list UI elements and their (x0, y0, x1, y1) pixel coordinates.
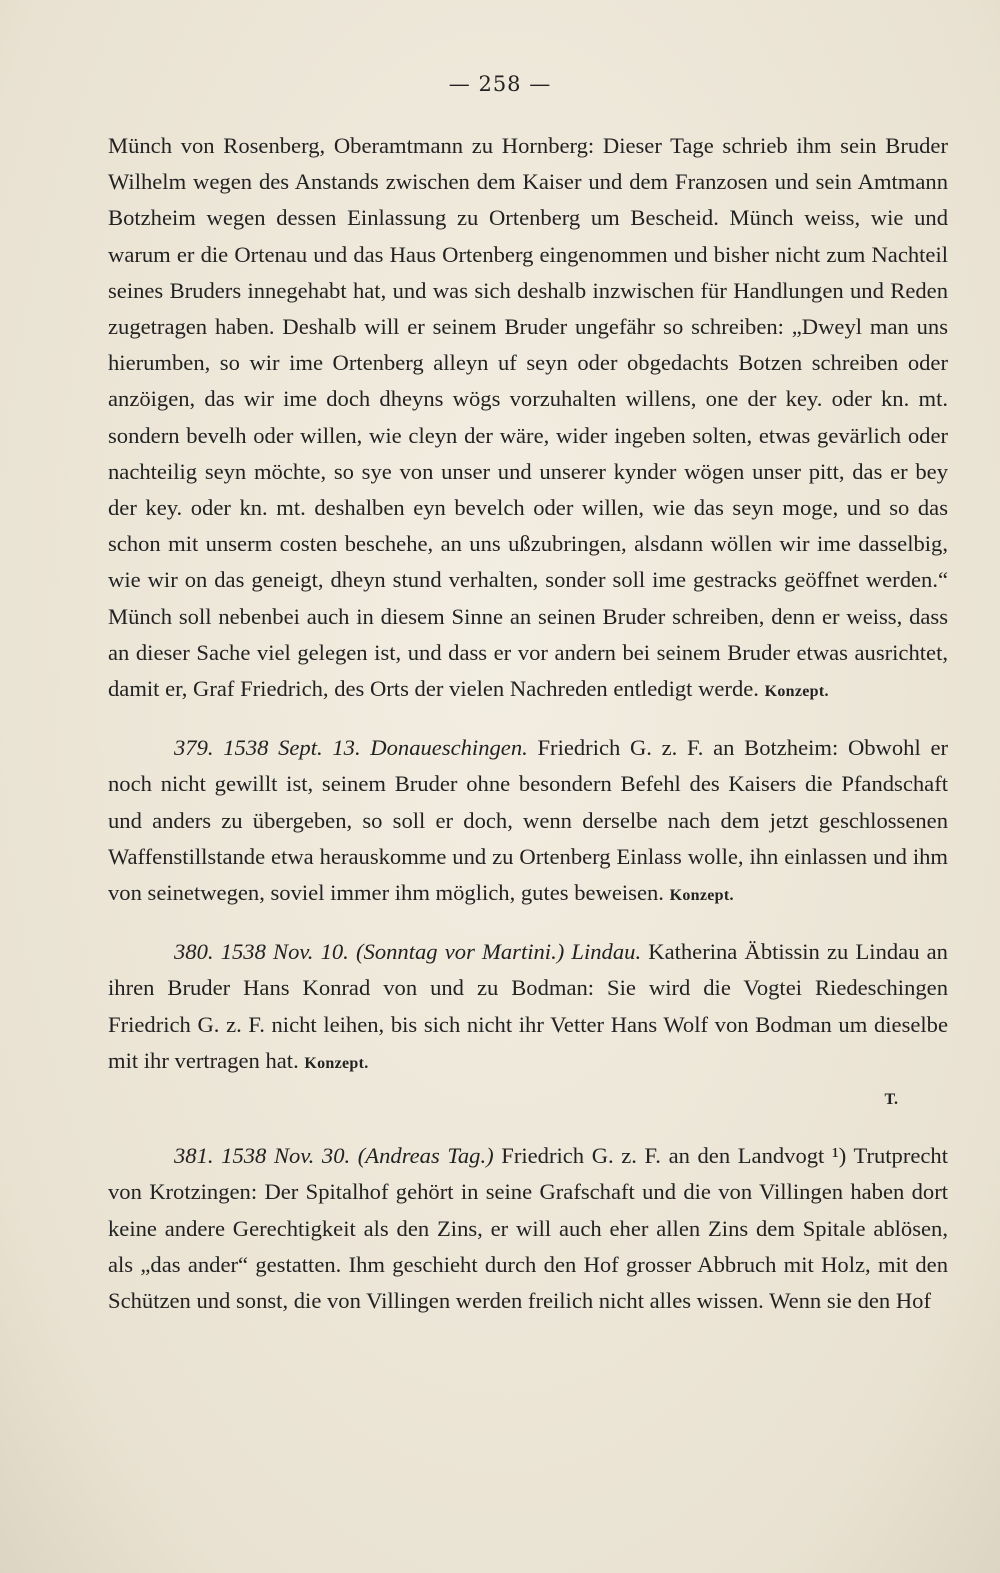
entry-heading: 381. 1538 Nov. 30. (Andreas Tag.) (174, 1143, 494, 1169)
continuation-paragraph (108, 128, 948, 710)
entry-380 (108, 934, 948, 1082)
editor-initials: T. (884, 1091, 898, 1109)
entry-379 (108, 730, 948, 914)
entry-text: Friedrich G. z. F. an den Landvogt ¹) Trutprecht von Krotzingen: Der Spitalhof gehört in seine Grafschaft und die von Villingen haben dort keine andere Gerechtigkeit als den Zins, er will auch eher allen Zins dem Spitale ablösen, als „das ander“ gestatten. Ihm geschieht durch den Hof grosser Abbruch mit Holz, mit den Schützen und sonst, die von Villingen werden freilich nicht alles wissen. Wenn sie den Hof (108, 1143, 948, 1314)
entry-text: Friedrich G. z. F. an Botzheim: Obwohl er noch nicht gewillt ist, seinem Bruder ohne besondern Befehl des Kaisers die Pfandschaft und anders zu übergeben, so soll er doch, wenn derselbe nach dem jetzt geschlossenen Waffenstillstande etwa herauskomme und zu Ortenberg Einlass wolle, ihn einlassen und ihm von seinetwegen, soviel immer ihm möglich, gutes beweisen. (108, 735, 948, 906)
entry-381 (108, 1138, 948, 1319)
source-note: Konzept. (669, 887, 734, 905)
entry-heading: 380. 1538 Nov. 10. (Sonntag vor Martini.) Lindau. (174, 939, 642, 965)
page-body (108, 128, 948, 1319)
entry-text: Katherina Äbtissin zu Lindau an ihren Bruder Hans Konrad von und zu Bodman: Sie wird die Vogtei Riedeschingen Friedrich G. z. F. nicht leihen, bis sich nicht ihr Vetter Hans Wolf von Bodman um dieselbe mit ihr vertragen hat. (108, 939, 948, 1073)
continuation-text: Münch von Rosenberg, Oberamtmann zu Hornberg: Dieser Tage schrieb ihm sein Bruder Wilhelm wegen des Anstands zwischen dem Kaiser und dem Franzosen und sein Amtmann Botzheim wegen dessen Einlassung zu Ortenberg um Bescheid. Münch weiss, wie und warum er die Ortenau und das Haus Ortenberg eingenommen und bisher nicht zum Nachteil seines Bruders innegehabt hat, und was sich deshalb inzwischen für Handlungen und Reden zugetragen haben. Deshalb will er seinem Bruder ungefähr so schreiben: „Dweyl man uns hierumben, so wir ime Ortenberg alleyn uf seyn oder obgedachts Botzen schreiben oder anzöigen, das wir ime doch dheyns wögs vorzuhalten willens, one der key. oder kn. mt. sondern bevelh oder willen, wie cleyn der wäre, wider ingeben solten, etwas gevärlich oder nachteilig seyn möchte, so sye von unser und unserer kynder wögen unser pitt, das er bey der key. oder kn. mt. deshalben eyn bevelch oder willen, wie das seyn moge, und so das schon mit unserm costen beschehe, an uns ußzubringen, alsdann wöllen wir ime dasselbig, wie wir on das geneigt, dheyn stund verhalten, sonder soll ime gestracks geöffnet werden.“ Münch soll nebenbei auch in diesem Sinne an seinen Bruder schreiben, denn er weiss, dass an dieser Sache viel gelegen ist, und dass er vor andern bei seinem Bruder etwas ausrichtet, damit er, Graf Friedrich, des Orts der vielen Nachreden entledigt werde. (108, 133, 948, 702)
entry-heading: 379. 1538 Sept. 13. Donaueschingen. (174, 735, 528, 761)
page-number: — 258 — (448, 72, 552, 96)
source-note: Konzept. (304, 1054, 369, 1072)
source-note: Konzept. (764, 683, 829, 701)
